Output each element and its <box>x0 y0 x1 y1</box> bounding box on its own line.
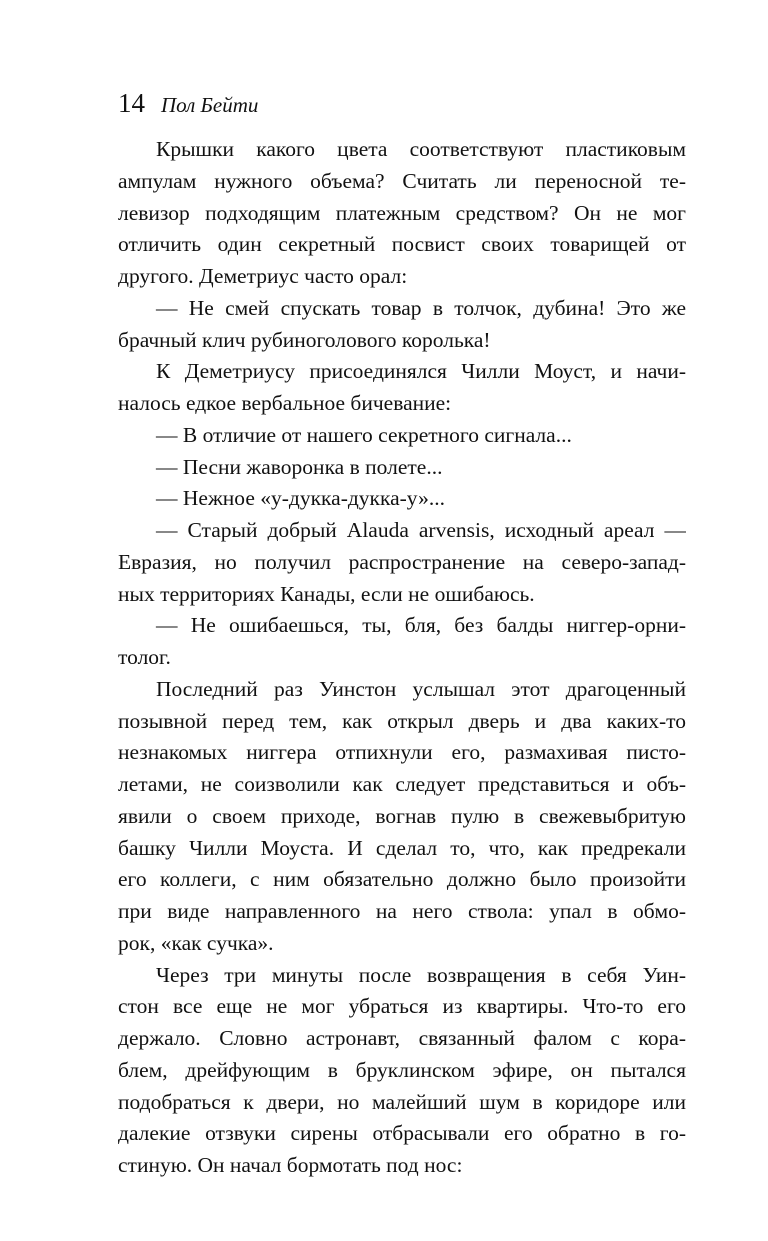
text-line: ампулам нужного объема? Считать ли переносной те- <box>118 168 686 193</box>
text-line: явили о своем приходе, вогнав пулю в свежевыбритую <box>118 803 686 828</box>
body-text <box>118 134 686 1182</box>
text-line: — Нежное «у-дукка-дукка-у»... <box>156 486 445 511</box>
text-line: — Песни жаворонка в полете... <box>156 454 443 479</box>
text-line: брачный клич рубиноголового королька! <box>118 327 491 352</box>
text-line: башку Чилли Моуста. И сделал то, что, как предрекали <box>118 835 686 860</box>
text-line: Последний раз Уинстон услышал этот драгоценный <box>156 676 686 701</box>
text-line: налось едкое вербальное бичевание: <box>118 391 452 415</box>
running-head-author: Пол Бейти <box>161 93 259 117</box>
text-line: толог. <box>118 645 171 669</box>
text-line: его коллеги, с ним обязательно должно было произойти <box>118 867 686 892</box>
text-line: отличить один секретный посвист своих товарищей от <box>118 232 686 257</box>
text-line: ных территориях Канады, если не ошибаюсь. <box>118 581 535 606</box>
text-line: К Деметриусу присоединялся Чилли Моуст, и начи- <box>156 359 686 384</box>
text-line: левизор подходящим платежным средством? Он не мог <box>118 200 686 225</box>
text-line: рок, «как сучка». <box>118 930 274 955</box>
text-line: подобраться к двери, но малейший шум в коридоре или <box>118 1089 686 1114</box>
text-line: летами, не соизволили как следует представиться и объ- <box>118 772 686 796</box>
text-line: — Не ошибаешься, ты, бля, без балды ниггер-орни- <box>156 613 686 638</box>
text-line: Евразия, но получил распространение на северо-запад- <box>118 549 686 574</box>
text-line: незнакомых ниггера отпихнули его, размахивая писто- <box>118 740 686 765</box>
text-line: Через три минуты после возвращения в себя Уин- <box>156 962 686 987</box>
text-line: стиную. Он начал бормотать под нос: <box>118 1153 463 1177</box>
text-line: далекие отзвуки сирены отбрасывали его обратно в го- <box>118 1121 686 1146</box>
text-line: — В отличие от нашего секретного сигнала... <box>156 422 572 447</box>
text-line: позывной перед тем, как открыл дверь и два каких-то <box>118 708 686 733</box>
text-line: — Не смей спускать товар в толчок, дубина! Это же <box>156 295 686 320</box>
text-line: Крышки какого цвета соответствуют пластиковым <box>156 137 686 161</box>
page-header <box>118 88 258 124</box>
page-number: 14 <box>118 88 145 118</box>
text-line: держало. Словно астронавт, связанный фалом с кора- <box>118 1026 686 1050</box>
text-line: другого. Деметриус часто орал: <box>118 264 408 288</box>
text-line: стон все еще не мог убраться из квартиры. Что-то его <box>118 994 686 1019</box>
text-line: блем, дрейфующим в бруклинском эфире, он пытался <box>118 1057 686 1082</box>
text-line: — Старый добрый Alauda arvensis, исходный ареал — <box>156 518 686 542</box>
text-line: при виде направленного на него ствола: упал в обмо- <box>118 899 686 923</box>
